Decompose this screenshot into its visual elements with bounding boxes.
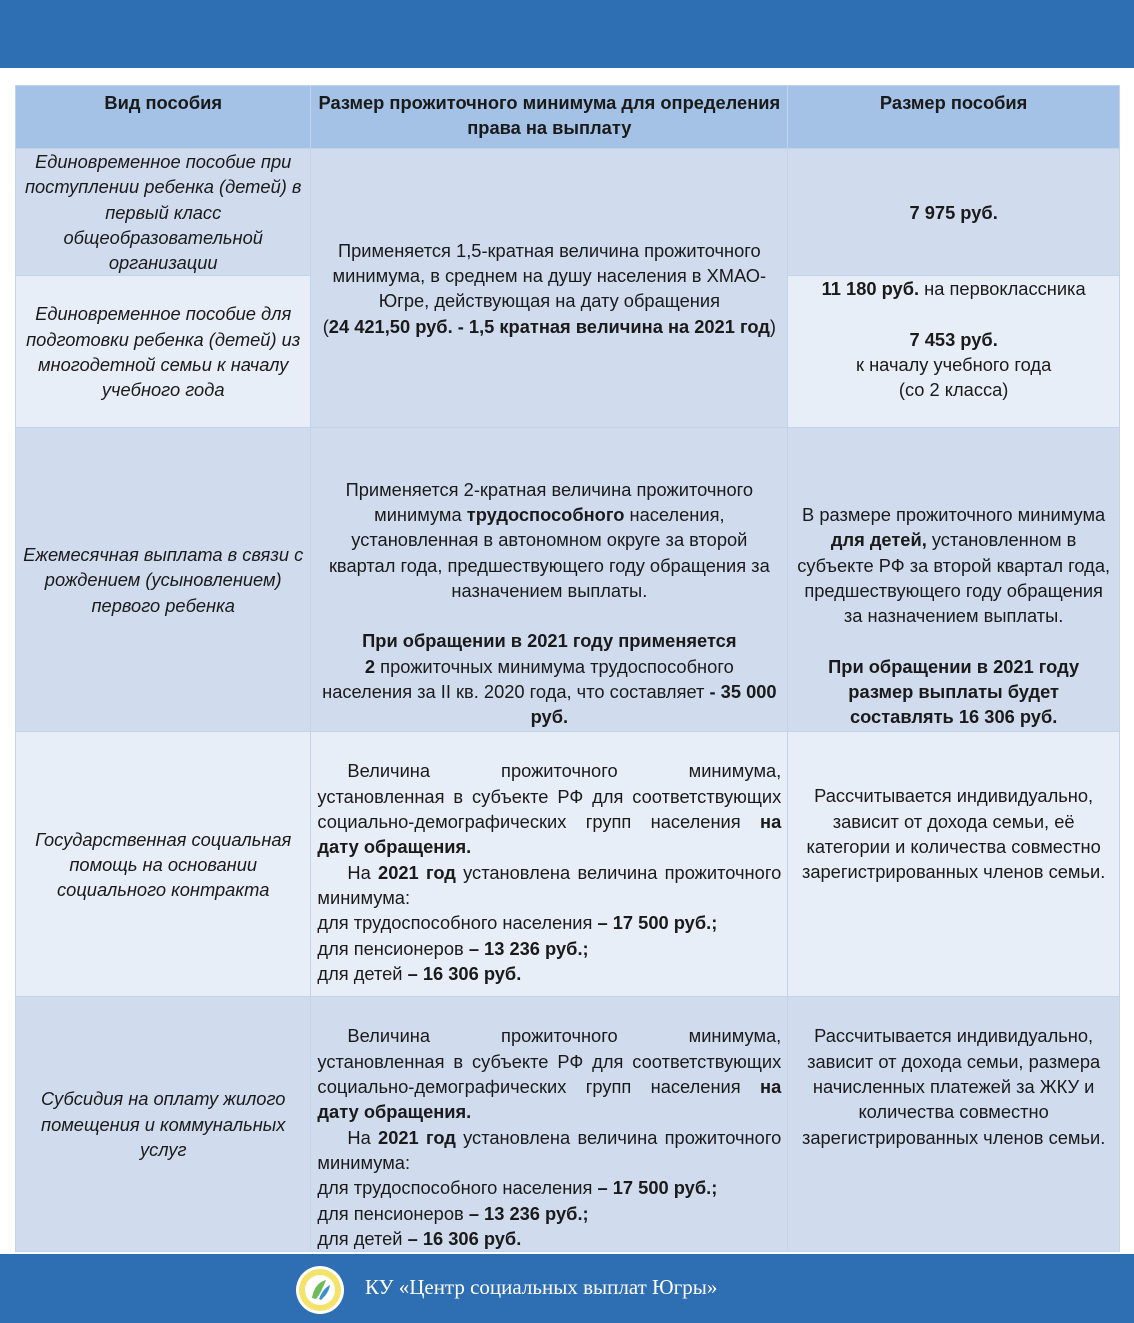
min-paragraph-1	[317, 477, 781, 603]
emblem-logo-icon	[295, 1265, 345, 1315]
organization-name: КУ «Центр социальных выплат Югры»	[365, 1275, 718, 1299]
amount-school-year-text: к началу учебного года	[856, 354, 1052, 376]
amount-cell	[788, 732, 1120, 997]
benefit-kind-text: Единовременное пособие при поступлении ребенка (детей) в первый класс общеобразовательной организации	[24, 151, 302, 274]
min-value-bold: 24 421,50 руб. - 1,5 кратная величина на 2021 год	[328, 315, 770, 337]
min-paragraph-2	[317, 860, 781, 911]
min-line-children	[317, 1226, 781, 1251]
min-paragraph-2-heading: При обращении в 2021 году применяется	[362, 630, 737, 652]
amount-text: Рассчитывается индивидуально, зависит от дохода семьи, размера начисленных платежей за ЖКУ и количества совместно зарегистрированных членов семьи.	[801, 1025, 1106, 1148]
min-text: Применяется 1,5-кратная величина прожиточного минимума, в среднем на душу населения в ХМАО-Югре, действующая на дату обращения	[332, 239, 767, 312]
amount-cell	[788, 149, 1120, 276]
benefit-kind	[16, 149, 311, 276]
amount-cell	[788, 997, 1120, 1252]
table-header-row	[16, 86, 1120, 149]
text-bold: 2021 год	[378, 861, 456, 883]
text-bold: – 17 500 руб.;	[597, 1177, 718, 1199]
min-value	[317, 314, 781, 339]
text-part: На	[347, 1126, 379, 1148]
min-line-children	[317, 961, 781, 986]
text-part: В размере прожиточного минимума	[802, 504, 1106, 526]
text-part: Величина прожиточного минимума, установленная в субъекте РФ для соответствующих социально-демографических групп населения	[317, 760, 782, 833]
amount-value: 7 975 руб.	[909, 201, 998, 223]
text-part: для детей	[317, 962, 408, 984]
text-part: для трудоспособного населения	[317, 1177, 598, 1199]
min-paragraph-2	[317, 654, 781, 730]
text-part: Применяется 2-кратная величина прожиточного минимума	[345, 478, 754, 526]
subsistence-cell	[311, 732, 788, 997]
text-bold: на дату обращения.	[317, 811, 782, 858]
amount-paragraph-2: При обращении в 2021 году размер выплаты будет составлять 16 306 руб.	[828, 655, 1080, 728]
text-part: Величина прожиточного минимума, установленная в субъекте РФ для соответствующих социально-демографических групп населения	[317, 1025, 782, 1098]
benefit-kind-text: Единовременное пособие для подготовки ребенка (детей) из многодетной семьи к началу учебного года	[26, 303, 301, 401]
amount-cell	[788, 276, 1120, 428]
amount-text: Рассчитывается индивидуально, зависит от дохода семьи, её категории и количества совместно зарегистрированных членов семьи.	[801, 785, 1106, 883]
text-part: для трудоспособного населения	[317, 912, 598, 934]
top-banner	[0, 0, 1134, 68]
min-line-pensioners	[317, 1201, 781, 1226]
text-bold: для детей,	[830, 529, 927, 551]
benefit-kind-text: Государственная социальная помощь на основании социального контракта	[35, 828, 292, 901]
text-bold: 2	[364, 655, 376, 677]
subsistence-cell	[311, 428, 788, 732]
min-paragraph-2	[317, 1125, 781, 1176]
benefit-kind-text: Ежемесячная выплата в связи с рождением (усыновлением) первого ребенка	[23, 544, 304, 616]
amount-school-year-bold: 7 453 руб.	[909, 328, 998, 350]
text-part: На	[347, 861, 379, 883]
min-paragraph-1	[317, 758, 781, 859]
text-part: установлена величина прожиточного минимума:	[317, 1126, 782, 1173]
min-line-workers	[317, 1175, 781, 1200]
amount-school-year-note: (со 2 класса)	[898, 379, 1009, 401]
benefit-kind	[16, 732, 311, 997]
paren-open: (	[322, 315, 329, 337]
table-row	[16, 732, 1120, 997]
benefit-kind	[16, 276, 311, 428]
text-part: для детей	[317, 1227, 408, 1249]
text-bold: - 35 000 руб.	[530, 680, 777, 728]
header-subsistence-minimum: Размер прожиточного минимума для определения права на выплату	[311, 86, 788, 149]
text-bold: на дату обращения.	[317, 1076, 782, 1123]
text-bold: – 16 306 руб.	[407, 1227, 522, 1249]
text-bold: – 16 306 руб.	[407, 962, 522, 984]
text-bold: – 17 500 руб.;	[597, 912, 718, 934]
min-paragraph-1	[317, 1023, 781, 1124]
paren-close: )	[769, 315, 776, 337]
amount-first-grader	[794, 276, 1113, 301]
benefit-kind	[16, 997, 311, 1252]
benefit-kind	[16, 428, 311, 732]
text-part: для пенсионеров	[317, 1202, 469, 1224]
amount-paragraph-1	[794, 502, 1113, 628]
min-line-workers	[317, 910, 781, 935]
header-benefit-type: Вид пособия	[16, 86, 311, 149]
subsistence-cell	[311, 997, 788, 1252]
text-bold: – 13 236 руб.;	[468, 1202, 589, 1224]
text-part: населения, установленная в автономном округе за второй квартал года, предшествующего году обращения за назначением выплаты.	[328, 504, 770, 601]
text-part: установленном в субъекте РФ за второй квартал года, предшествующего году обращения за назначением выплаты.	[797, 529, 1111, 627]
benefit-kind-text: Субсидия на оплату жилого помещения и коммунальных услуг	[40, 1088, 286, 1160]
text-bold: – 13 236 руб.;	[468, 937, 589, 959]
text-bold: трудоспособного	[466, 504, 625, 526]
amount-cell	[788, 428, 1120, 732]
header-benefit-amount: Размер пособия	[788, 86, 1120, 149]
text-bold: 2021 год	[378, 1126, 456, 1148]
table-row	[16, 997, 1120, 1252]
benefits-table	[15, 85, 1120, 1252]
text-part: для пенсионеров	[317, 937, 469, 959]
text-part: прожиточных минимума трудоспособного населения за II кв. 2020 года, что составляет	[322, 655, 734, 702]
text-part: установлена величина прожиточного минимума:	[317, 861, 782, 908]
table-row	[16, 149, 1120, 276]
amount-first-grader-text: на первоклассника	[919, 278, 1086, 300]
amount-first-grader-bold: 11 180 руб.	[821, 278, 920, 300]
subsistence-cell	[311, 149, 788, 428]
table-row	[16, 428, 1120, 732]
min-line-pensioners	[317, 936, 781, 961]
